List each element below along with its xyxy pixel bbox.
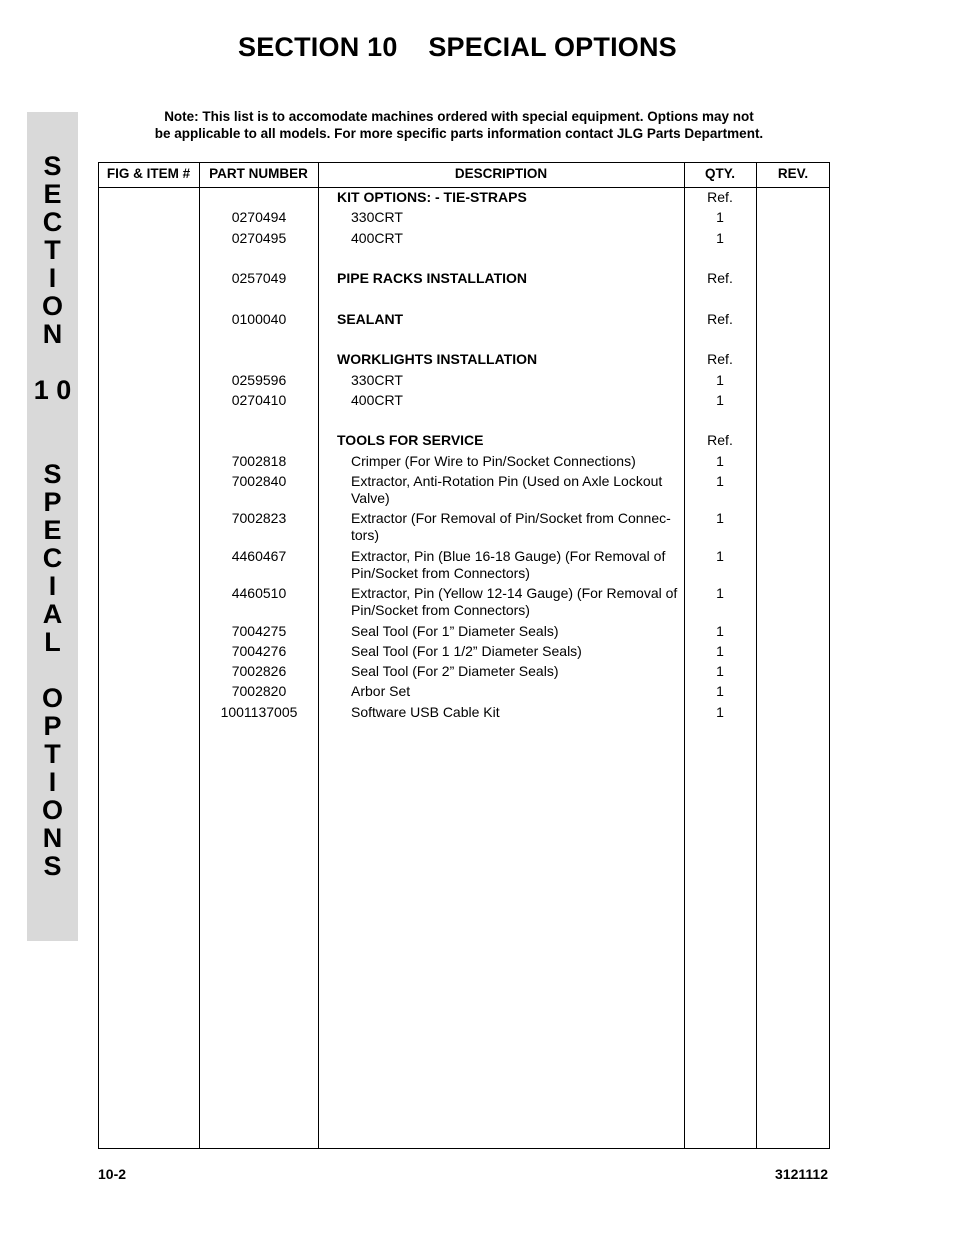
side-tab-letter: C [42, 207, 63, 237]
part-number: 7004276 [231, 643, 287, 659]
description: Seal Tool (For 2” Diameter Seals) [351, 663, 559, 679]
side-tab-letter: S [43, 851, 62, 881]
quantity: 1 [716, 230, 724, 246]
note-line-2: be applicable to all models. For more specific parts information contact JLG Parts Department. [154, 126, 764, 141]
part-number: 4460510 [231, 585, 287, 601]
description: Seal Tool (For 1” Diameter Seals) [351, 623, 559, 639]
side-tab-letter: P [43, 487, 62, 517]
part-number: 7002818 [231, 453, 287, 469]
part-number: 0257049 [231, 270, 287, 286]
side-tab-letter: S [43, 459, 62, 489]
quantity: 1 [716, 548, 724, 564]
description: Software USB Cable Kit [351, 704, 500, 720]
description: 330CRT [351, 372, 403, 388]
part-number: 1001137005 [220, 704, 298, 720]
side-tab-letter: 1 0 [33, 375, 72, 405]
quantity: 1 [716, 392, 724, 408]
quantity: 1 [716, 623, 724, 639]
side-tab-letter: N [42, 319, 63, 349]
header-fig-item: FIG & ITEM # [106, 166, 191, 181]
part-number: 7002840 [231, 473, 287, 489]
footer-page-number: 10-2 [98, 1166, 127, 1182]
section-side-tab [27, 112, 78, 941]
quantity: Ref. [707, 351, 733, 367]
part-number: 0100040 [231, 311, 287, 327]
description: KIT OPTIONS: - TIE-STRAPS [337, 189, 527, 205]
description: PIPE RACKS INSTALLATION [337, 270, 528, 286]
description: 400CRT [351, 392, 403, 408]
quantity: Ref. [707, 311, 733, 327]
quantity: Ref. [707, 189, 733, 205]
header-description: DESCRIPTION [454, 166, 548, 181]
header-qty: QTY. [704, 166, 735, 181]
side-tab-letter: L [44, 627, 61, 657]
part-number: 7002823 [231, 510, 287, 526]
quantity: 1 [716, 663, 724, 679]
note [98, 108, 820, 142]
footer-doc-number: 3121112 [775, 1166, 828, 1182]
side-tab-letter: I [48, 571, 57, 601]
side-tab-letter: T [44, 739, 61, 769]
description: Extractor, Pin (Yellow 12-14 Gauge) (For Removal of Pin/Socket from Connectors) [351, 585, 678, 618]
description: Crimper (For Wire to Pin/Socket Connections) [351, 453, 636, 469]
description: 330CRT [351, 209, 403, 225]
quantity: 1 [716, 704, 724, 720]
part-number: 0270410 [231, 392, 287, 408]
description: SEALANT [337, 311, 404, 327]
column-divider [318, 162, 319, 1149]
part-number: 7004275 [231, 623, 287, 639]
quantity: 1 [716, 453, 724, 469]
part-number: 4460467 [231, 548, 287, 564]
description: WORKLIGHTS INSTALLATION [337, 351, 538, 367]
quantity: Ref. [707, 432, 733, 448]
quantity: 1 [716, 209, 724, 225]
quantity: Ref. [707, 270, 733, 286]
header-divider [98, 187, 830, 188]
side-tab-letter: A [42, 599, 63, 629]
part-number: 7002820 [231, 683, 287, 699]
part-number: 0270495 [231, 230, 287, 246]
side-tab-letter: C [42, 543, 63, 573]
column-divider [756, 162, 757, 1149]
side-tab-letter: T [44, 235, 61, 265]
quantity: 1 [716, 473, 724, 489]
side-tab-letter: E [43, 515, 62, 545]
side-tab-letter: P [43, 711, 62, 741]
description: TOOLS FOR SERVICE [337, 432, 484, 448]
description: Extractor, Anti-Rotation Pin (Used on Axle Lockout Valve) [351, 473, 663, 506]
side-tab-letter: E [43, 179, 62, 209]
description: Arbor Set [351, 683, 411, 699]
header-rev: REV. [777, 166, 809, 181]
part-number: 0270494 [231, 209, 287, 225]
description: Extractor, Pin (Blue 16-18 Gauge) (For Removal of Pin/Socket from Connectors) [351, 548, 666, 581]
side-tab-letter: O [41, 683, 63, 713]
page-title: SECTION 10 SPECIAL OPTIONS [238, 32, 677, 62]
description: 400CRT [351, 230, 403, 246]
note-line-1: Note: This list is to accomodate machines ordered with special equipment. Options may not [164, 109, 754, 124]
side-tab-letter: I [48, 767, 57, 797]
side-tab-letter: O [41, 291, 63, 321]
header-part-number: PART NUMBER [209, 166, 308, 181]
quantity: 1 [716, 643, 724, 659]
quantity: 1 [716, 372, 724, 388]
description: Seal Tool (For 1 1/2” Diameter Seals) [351, 643, 582, 659]
description: Extractor (For Removal of Pin/Socket from Connec- tors) [351, 510, 671, 543]
side-tab-letter: N [42, 823, 63, 853]
part-number: 7002826 [231, 663, 287, 679]
side-tab-letter: S [43, 151, 62, 181]
quantity: 1 [716, 585, 724, 601]
side-tab-letter: I [48, 263, 57, 293]
quantity: 1 [716, 683, 724, 699]
part-number: 0259596 [231, 372, 287, 388]
side-tab-letter: O [41, 795, 63, 825]
quantity: 1 [716, 510, 724, 526]
